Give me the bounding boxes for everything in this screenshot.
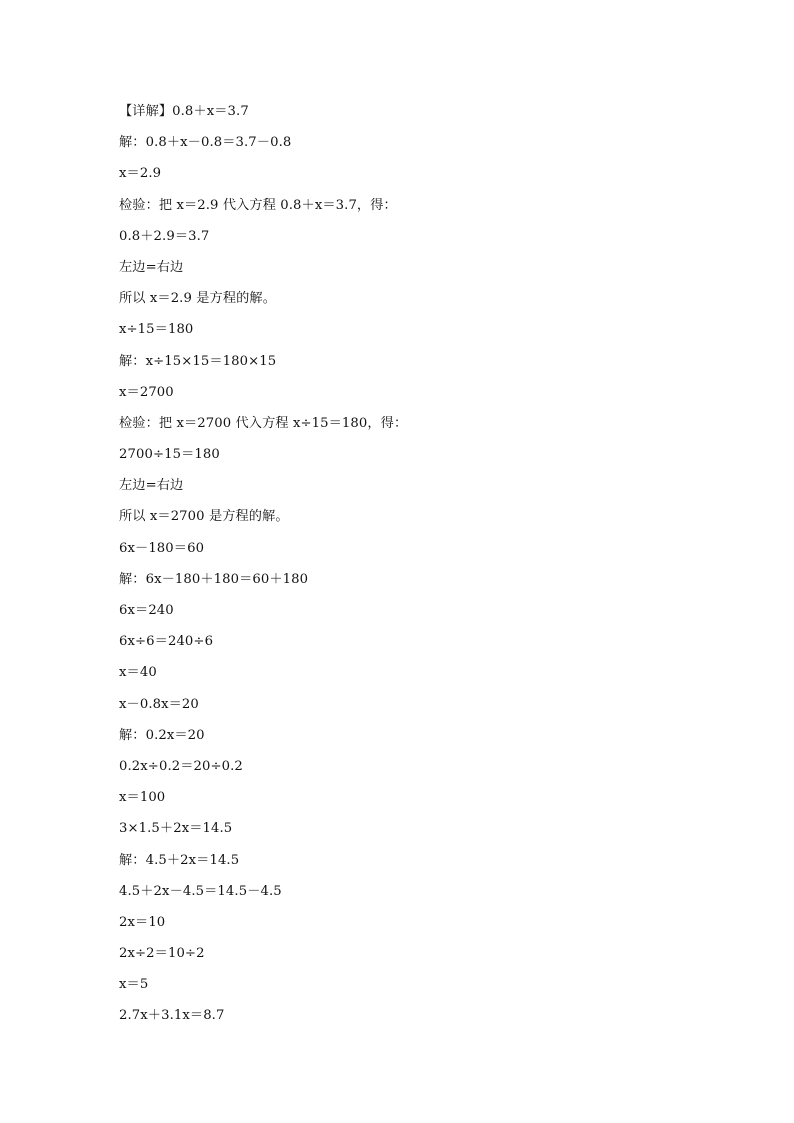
text-line: x÷15＝180 xyxy=(119,322,194,338)
text-line: x＝100 xyxy=(119,790,166,806)
text-line: x＝2700 xyxy=(119,384,174,400)
text-line: 解：0.2x＝20 xyxy=(119,727,205,743)
text-line: 解：0.8＋x－0.8＝3.7－0.8 xyxy=(119,135,292,151)
text-line: 检验：把 x＝2.9 代入方程 0.8＋x＝3.7，得： xyxy=(119,197,397,213)
text-line: 2x÷2＝10÷2 xyxy=(119,946,205,962)
text-line: 检验：把 x＝2700 代入方程 x÷15＝180，得： xyxy=(119,415,408,431)
text-line: x＝2.9 xyxy=(119,166,162,182)
text-line: 所以 x＝2.9 是方程的解。 xyxy=(119,291,276,307)
text-line: 2.7x＋3.1x＝8.7 xyxy=(119,1008,225,1024)
text-line: 左边=右边 xyxy=(119,478,184,494)
text-line: x＝5 xyxy=(119,977,149,993)
text-line: x－0.8x＝20 xyxy=(119,696,199,712)
text-line: 6x＝240 xyxy=(119,603,174,618)
text-line: 解：x÷15×15＝180×15 xyxy=(119,353,277,369)
solution-text-block xyxy=(119,101,719,1037)
text-line: 【详解】0.8＋x＝3.7 xyxy=(119,104,249,119)
text-line: 6x÷6＝240÷6 xyxy=(119,634,214,650)
text-line: 0.8＋2.9＝3.7 xyxy=(119,228,210,244)
text-line: 所以 x＝2700 是方程的解。 xyxy=(119,509,289,525)
text-line: 6x－180＝60 xyxy=(119,540,205,556)
text-line: 0.2x÷0.2＝20÷0.2 xyxy=(119,758,243,774)
text-line: 2700÷15＝180 xyxy=(119,447,220,463)
text-line: 左边=右边 xyxy=(119,259,184,275)
text-line: 4.5＋2x－4.5＝14.5－4.5 xyxy=(119,883,282,899)
text-line: 3×1.5＋2x＝14.5 xyxy=(119,821,233,837)
text-line: x＝40 xyxy=(119,665,157,681)
text-line: 2x＝10 xyxy=(119,914,166,930)
text-line: 解：6x－180＋180＝60＋180 xyxy=(119,571,309,587)
text-line: 解：4.5＋2x＝14.5 xyxy=(119,852,240,868)
